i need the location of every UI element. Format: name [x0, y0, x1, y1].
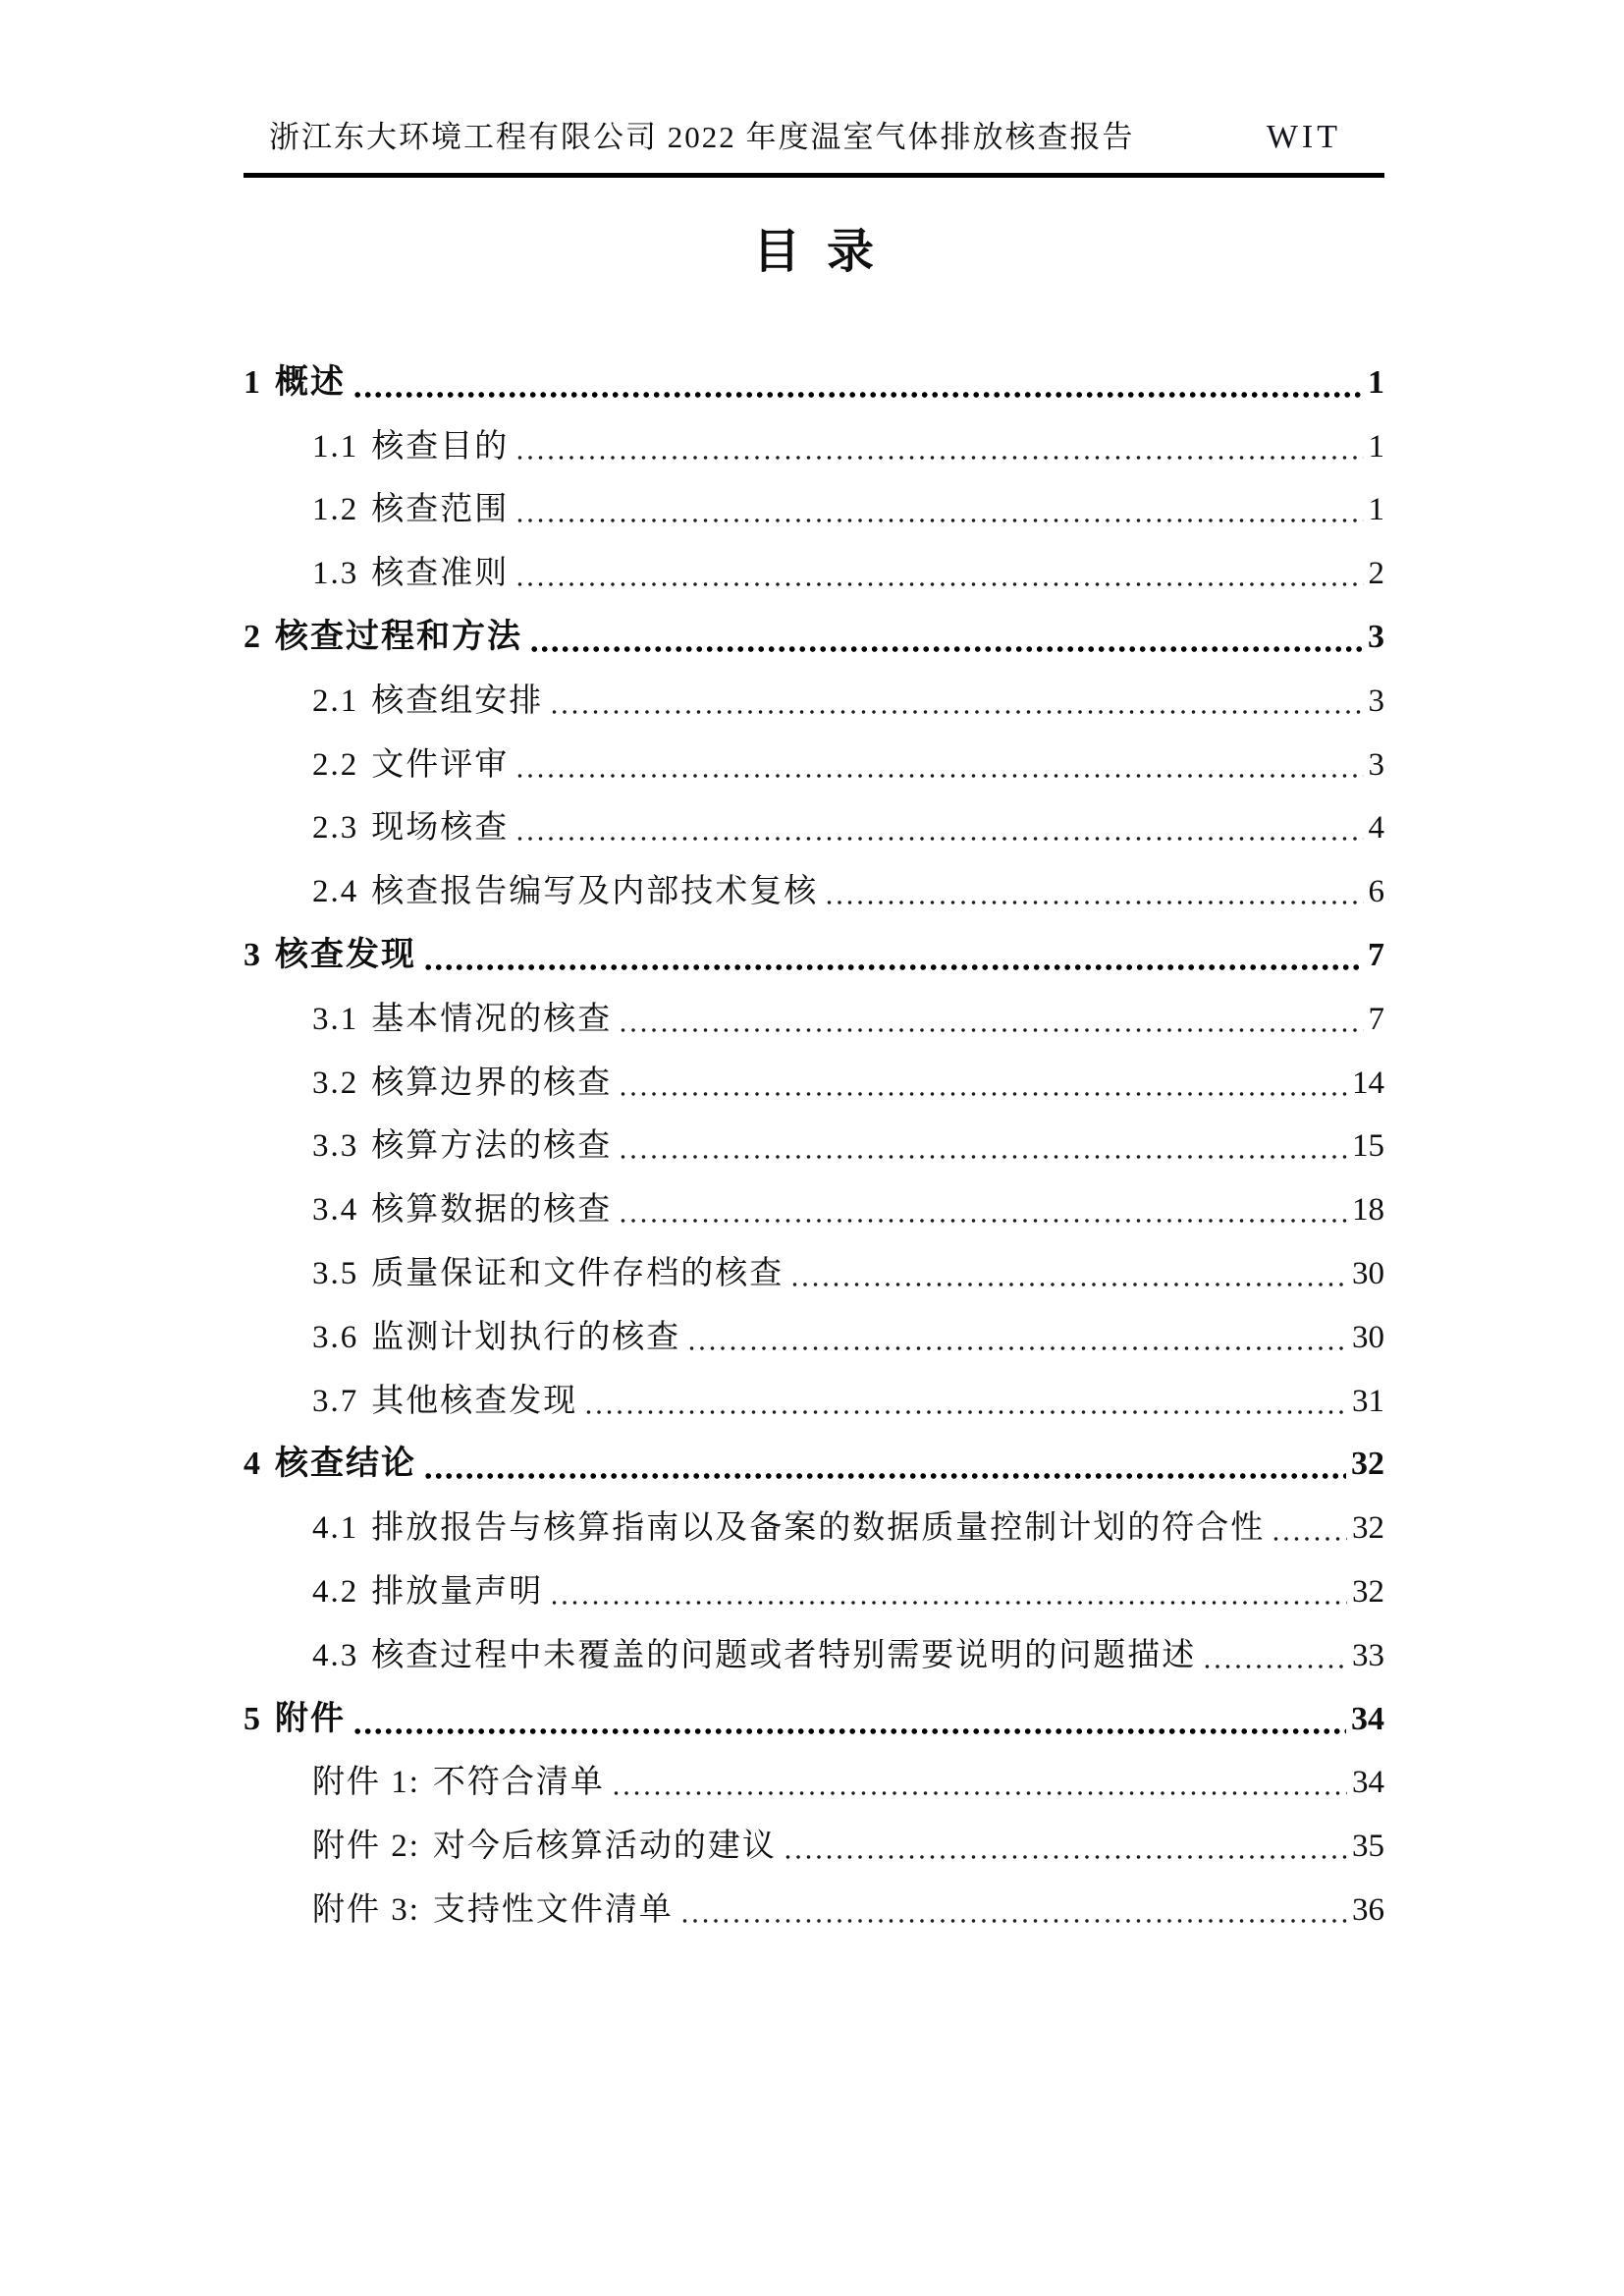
- toc-entry-page: 32: [1351, 1446, 1384, 1483]
- toc-entry[interactable]: [244, 654, 1384, 718]
- toc-entry-number: 3.2: [312, 1065, 359, 1101]
- toc-entry-title: 核查过程中未覆盖的问题或者特别需要说明的问题描述: [371, 1637, 1197, 1673]
- toc-entry-title: 监测计划执行的核查: [371, 1319, 681, 1355]
- toc-entry[interactable]: [244, 1672, 1384, 1736]
- toc-entry-page: 18: [1352, 1192, 1384, 1229]
- toc-entry-number: 3.4: [312, 1192, 359, 1229]
- dot-leader: [785, 1853, 1347, 1861]
- toc-entry-title: 不符合清单: [432, 1765, 605, 1801]
- toc-entry-title: 附件: [275, 1700, 346, 1737]
- toc-entry-number: 4.2: [312, 1573, 359, 1610]
- toc-entry-title: 核算方法的核查: [371, 1128, 613, 1165]
- toc-entry-title: 对今后核算活动的建议: [432, 1829, 777, 1865]
- toc-entry-page: 30: [1352, 1255, 1384, 1291]
- toc-entry-number: 附件 1:: [312, 1765, 420, 1801]
- toc-entry[interactable]: [244, 1799, 1384, 1863]
- dot-leader: [621, 1090, 1347, 1098]
- toc-entry-page: 1: [1368, 492, 1384, 528]
- toc-entry-page: 36: [1352, 1891, 1384, 1928]
- toc-entry-title: 现场核查: [371, 810, 510, 847]
- toc-entry-number: 2.1: [312, 683, 359, 719]
- toc-entry-number: 附件 2:: [312, 1829, 420, 1865]
- toc-entry-page: 3: [1368, 683, 1384, 719]
- toc-entry-page: 1: [1368, 363, 1384, 401]
- toc-entry-page: 1: [1368, 428, 1384, 465]
- dot-leader: [517, 517, 1363, 524]
- toc-entry[interactable]: [244, 1036, 1384, 1100]
- toc-entry-number: 附件 3:: [312, 1891, 420, 1928]
- toc-entry[interactable]: [244, 464, 1384, 527]
- toc-entry-number: 1: [244, 363, 262, 401]
- toc-entry[interactable]: [244, 845, 1384, 908]
- toc-entry[interactable]: [244, 1609, 1384, 1672]
- toc-entry-page: 7: [1368, 1001, 1384, 1037]
- dot-leader: [1273, 1535, 1347, 1543]
- toc-entry-title: 文件评审: [371, 746, 510, 783]
- toc-entry-page: 3: [1368, 618, 1384, 655]
- toc-entry-title: 质量保证和文件存档的核查: [371, 1255, 785, 1291]
- toc-entry-title: 排放报告与核算指南以及备案的数据质量控制计划的符合性: [371, 1510, 1266, 1547]
- toc-entry-number: 2.4: [312, 874, 359, 910]
- toc-entry-title: 核算数据的核查: [371, 1192, 613, 1229]
- toc-entry[interactable]: [244, 782, 1384, 846]
- toc-entry-number: 2.3: [312, 810, 359, 847]
- toc-entry-page: 7: [1368, 936, 1384, 973]
- dot-leader: [517, 835, 1363, 843]
- toc-entry[interactable]: [244, 1227, 1384, 1290]
- dot-leader: [425, 963, 1363, 971]
- header-org-mark: WIT: [1266, 119, 1341, 155]
- dot-leader: [425, 1472, 1346, 1480]
- toc-entry-page: 32: [1352, 1510, 1384, 1547]
- toc-entry[interactable]: [244, 526, 1384, 590]
- toc-entry[interactable]: [244, 718, 1384, 782]
- toc-entry-title: 概述: [275, 363, 346, 401]
- toc-entry-title: 核查发现: [275, 936, 416, 973]
- toc-entry-number: 3: [244, 936, 262, 973]
- dot-leader: [552, 1599, 1347, 1607]
- toc-entry-number: 4: [244, 1446, 262, 1483]
- dot-leader: [531, 645, 1363, 653]
- dot-leader: [1205, 1663, 1347, 1670]
- toc-entry[interactable]: [244, 1545, 1384, 1609]
- toc-entry[interactable]: [244, 1736, 1384, 1800]
- toc-entry-title: 核算边界的核查: [371, 1065, 613, 1101]
- toc-entry-title: 其他核查发现: [371, 1383, 578, 1419]
- dot-leader: [517, 454, 1363, 462]
- toc-entry[interactable]: [244, 1354, 1384, 1418]
- dot-leader: [827, 899, 1363, 906]
- toc-entry-page: 14: [1352, 1065, 1384, 1101]
- toc-entry-page: 30: [1352, 1319, 1384, 1355]
- dot-leader: [586, 1408, 1347, 1416]
- toc-entry-number: 3.6: [312, 1319, 359, 1355]
- toc-entry-title: 核查准则: [371, 556, 510, 592]
- dot-leader: [621, 1217, 1347, 1225]
- dot-leader: [682, 1917, 1347, 1925]
- toc-entry-page: 32: [1352, 1573, 1384, 1610]
- toc-entry[interactable]: [244, 1100, 1384, 1164]
- toc-heading: 目 录: [752, 226, 875, 278]
- toc-entry-title: 核查范围: [371, 492, 510, 528]
- toc-entry-number: 1.1: [312, 428, 359, 465]
- toc-entry-title: 基本情况的核查: [371, 1001, 613, 1037]
- toc-entry[interactable]: [244, 400, 1384, 464]
- header-doc-title: 浙江东大环境工程有限公司 2022 年度温室气体排放核查报告: [269, 120, 1135, 155]
- toc-entry-number: 1.2: [312, 492, 359, 528]
- toc-entry-title: 核查组安排: [371, 683, 544, 719]
- dot-leader: [517, 580, 1363, 588]
- toc-entry[interactable]: [244, 1418, 1384, 1482]
- toc-entry-title: 支持性文件清单: [432, 1891, 674, 1928]
- toc-entry-number: 3.3: [312, 1128, 359, 1165]
- dot-leader: [517, 772, 1363, 780]
- dot-leader: [354, 1727, 1346, 1735]
- toc-entry-title: 核查目的: [371, 428, 510, 465]
- toc-entry-title: 核查结论: [275, 1446, 416, 1483]
- toc-entry[interactable]: [244, 972, 1384, 1036]
- toc-entry[interactable]: [244, 336, 1384, 400]
- toc-entry-page: 33: [1352, 1637, 1384, 1673]
- toc-entry-number: 5: [244, 1700, 262, 1737]
- dot-leader: [614, 1789, 1347, 1797]
- page-header: [244, 120, 1384, 178]
- toc-entry-page: 35: [1352, 1829, 1384, 1865]
- dot-leader: [354, 391, 1363, 399]
- toc-entry-number: 2: [244, 618, 262, 655]
- toc-entry[interactable]: [244, 908, 1384, 972]
- toc-entry-number: 3.5: [312, 1255, 359, 1291]
- toc-entry[interactable]: [244, 590, 1384, 654]
- toc-entry-number: 4.3: [312, 1637, 359, 1673]
- toc-entry-title: 核查过程和方法: [275, 618, 522, 655]
- toc-entry-page: 31: [1352, 1383, 1384, 1419]
- dot-leader: [621, 1153, 1347, 1161]
- toc-entry-page: 34: [1352, 1765, 1384, 1801]
- toc-entry-title: 排放量声明: [371, 1573, 544, 1610]
- toc-entry-number: 4.1: [312, 1510, 359, 1547]
- toc-list: [244, 336, 1384, 1927]
- toc-entry-number: 3.7: [312, 1383, 359, 1419]
- toc-entry-title: 核查报告编写及内部技术复核: [371, 874, 819, 910]
- toc-entry-number: 3.1: [312, 1001, 359, 1037]
- toc-entry-number: 1.3: [312, 556, 359, 592]
- toc-entry-page: 3: [1368, 746, 1384, 783]
- dot-leader: [689, 1344, 1347, 1352]
- toc-entry-number: 2.2: [312, 746, 359, 783]
- dot-leader: [552, 708, 1363, 716]
- toc-entry-page: 34: [1351, 1700, 1384, 1737]
- toc-entry-page: 15: [1352, 1128, 1384, 1165]
- dot-leader: [792, 1281, 1347, 1288]
- toc-entry[interactable]: [244, 1163, 1384, 1227]
- dot-leader: [621, 1026, 1363, 1034]
- toc-entry[interactable]: [244, 1290, 1384, 1354]
- toc-entry-page: 6: [1368, 874, 1384, 910]
- toc-entry[interactable]: [244, 1863, 1384, 1927]
- toc-entry[interactable]: [244, 1481, 1384, 1545]
- toc-entry-page: 2: [1368, 556, 1384, 592]
- toc-entry-page: 4: [1368, 810, 1384, 847]
